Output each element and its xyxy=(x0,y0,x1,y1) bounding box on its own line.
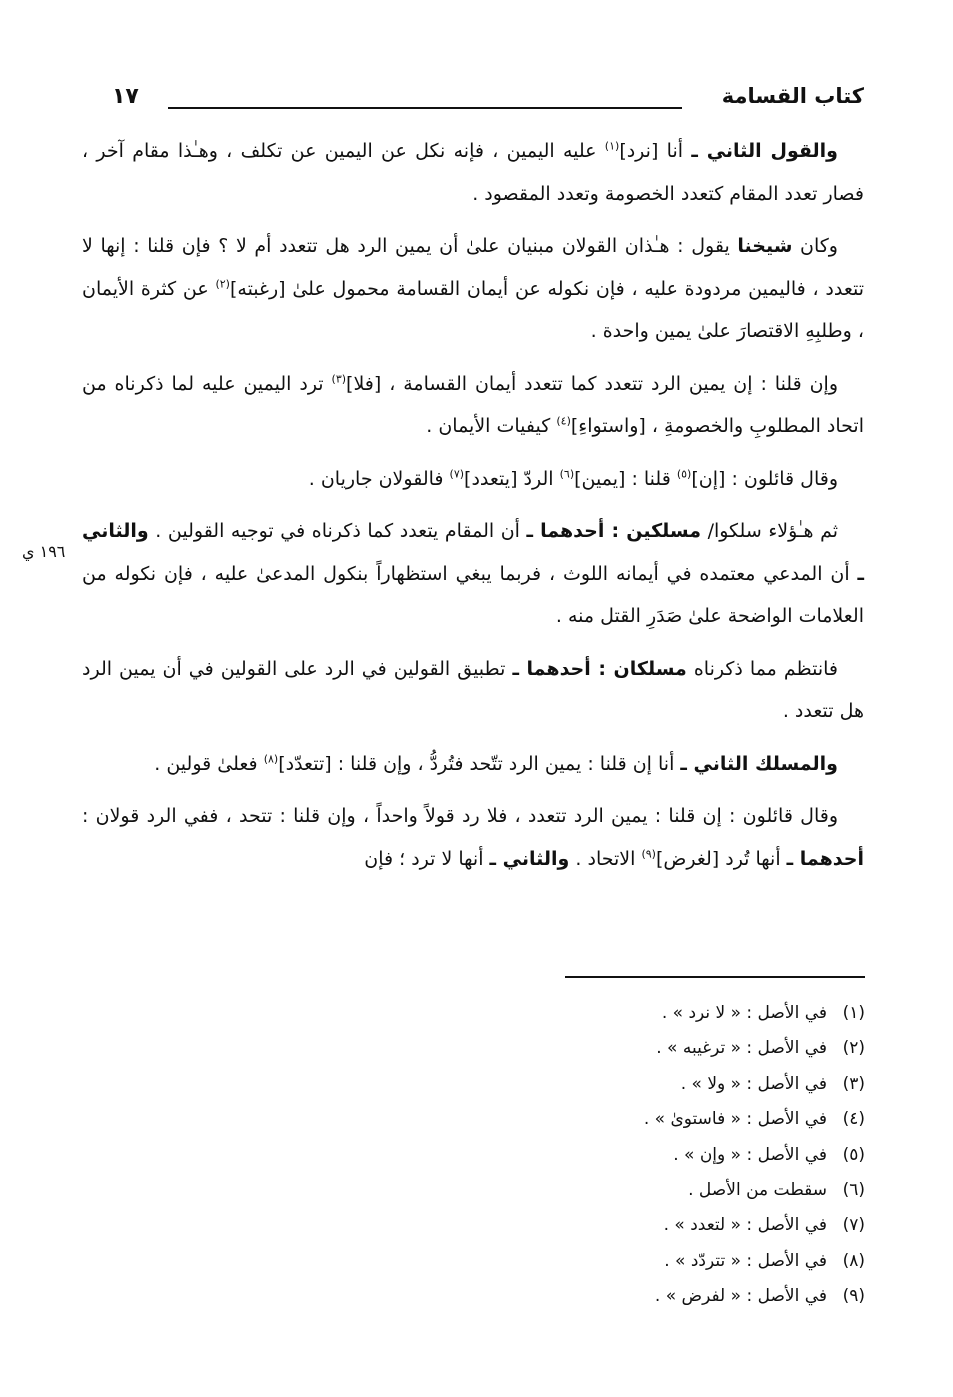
chapter-title: كتاب القسامة xyxy=(721,84,864,108)
bold-term: والثاني ـ xyxy=(489,847,570,870)
footnote xyxy=(445,1208,865,1243)
footnote xyxy=(445,1244,865,1279)
footnote-text: سقطت من الأصل . xyxy=(688,1179,827,1200)
footnote xyxy=(445,1067,865,1102)
paragraph xyxy=(82,795,864,880)
footnote-number: (٩) xyxy=(842,1286,865,1307)
footnote-number: (٤) xyxy=(842,1109,865,1130)
page-number: ١٧ xyxy=(112,84,139,109)
footnote-text: في الأصل : « لفرض » . xyxy=(654,1286,827,1307)
footnote xyxy=(445,1279,865,1314)
text-run: ثم هـٰؤلاء سلكوا/ xyxy=(701,520,839,542)
footnote xyxy=(445,1138,865,1173)
footnote-rule xyxy=(565,976,865,978)
footnote-number: (١) xyxy=(842,1003,865,1023)
footnote-number: (٥) xyxy=(842,1144,865,1165)
text-run: قلنا : [يمين] xyxy=(574,467,677,490)
paragraph xyxy=(82,648,864,733)
bold-term: والقول الثاني ـ xyxy=(691,140,838,162)
text-run: أن المقام يتعدد كما ذكرناه في توجيه القولين . xyxy=(148,520,527,542)
footnote-text: في الأصل : « فاستوىٰ » . xyxy=(643,1109,827,1130)
footnote-ref: (٦) xyxy=(559,467,575,481)
bold-term: والمسلك الثاني ـ xyxy=(680,752,838,775)
text-run: عن كثرة الأيمان ، وطلبِهِ الاقتصارَ علىٰ يمين واحدة . xyxy=(82,277,864,342)
bold-term: شيخنا xyxy=(737,235,793,257)
text-run: فالقولان جاريان . xyxy=(308,467,450,490)
footnote-number: (٣) xyxy=(842,1073,865,1094)
footnote-text: في الأصل : « ولا » . xyxy=(680,1073,827,1094)
text-run: أنا [نرد] xyxy=(619,140,692,162)
text-run: وكان xyxy=(792,235,838,257)
text-run: أن المدعي معتمده في أيمانه اللوث ، فربما يبغي استظهاراً بنكول المدعىٰ عليه ، فإن نكوله من العلامات الواضحة علىٰ صَدَرِ القتل منه . xyxy=(82,562,864,627)
footnote xyxy=(445,996,865,1031)
footnote-ref: (٥) xyxy=(676,467,692,481)
footnote-ref: (١) xyxy=(604,139,620,153)
footnote-ref: (٩) xyxy=(641,847,656,861)
paragraph xyxy=(82,743,864,786)
footnote-text: في الأصل : « لا نرد » . xyxy=(661,1003,827,1023)
text-run: أنها تُرد [لغرض] xyxy=(655,847,787,870)
text-run: تطبيق القولين في الرد على القولين في أن يمين الرد هل تتعدد . xyxy=(82,657,864,722)
bold-term: والثاني ـ xyxy=(82,520,864,585)
header-rule xyxy=(168,107,682,109)
text-run: عليه اليمين ، فإنه نكل عن اليمين عن تكلف ، وهـٰذا مقام آخر ، فصار تعدد المقام كتعدد الخصومة وتعدد المقصود . xyxy=(82,140,864,205)
footnote-number: (٧) xyxy=(842,1215,865,1236)
footnote-ref: (٨) xyxy=(263,752,279,766)
footnote-ref: (٤) xyxy=(556,414,571,428)
paragraph xyxy=(82,510,864,638)
paragraph xyxy=(82,458,864,501)
bold-term: مسلكين : أحدهما ـ xyxy=(526,520,701,542)
paragraph xyxy=(82,225,864,353)
text-run: أنها لا ترد ؛ فإن xyxy=(364,847,490,870)
text-run: وقال قائلون : [إن] xyxy=(691,467,838,490)
footnote-number: (٦) xyxy=(842,1179,865,1200)
footnote-text: في الأصل : « تتردّد » . xyxy=(664,1250,827,1271)
text-run: فانتظم مما ذكرناه xyxy=(686,657,839,680)
text-run: فعلىٰ قولين . xyxy=(154,752,264,775)
footnote-ref: (٧) xyxy=(449,467,465,481)
text-run: يقول : هـٰذان القولان مبنيان علىٰ أن يمين الرد هل تتعدد أم لا ؟ فإن قلنا : إنها لا تتعدد ، فاليمين مردودة عليه ، فإن نكوله عن أيمان القسامة محمول علىٰ [رغبته] xyxy=(82,235,865,300)
bold-term: مسلكان : أحدهما ـ xyxy=(512,657,687,680)
footnote-text: في الأصل : « وإن » . xyxy=(673,1144,827,1165)
paragraph xyxy=(82,130,864,215)
footnotes xyxy=(445,996,865,1315)
footnote xyxy=(445,1102,865,1137)
text-run: الاتحاد . xyxy=(569,847,642,870)
text-run: الردّ [يتعدد] xyxy=(464,467,560,490)
footnote-ref: (٣) xyxy=(331,372,347,386)
paragraph xyxy=(82,363,864,448)
footnote-number: (٨) xyxy=(842,1250,865,1271)
footnote xyxy=(445,1031,865,1066)
bold-term: أحدهما ـ xyxy=(786,847,864,870)
running-header xyxy=(112,84,864,120)
footnote xyxy=(445,1173,865,1208)
text-run: وقال قائلون : إن قلنا : يمين الرد تتعدد ، فلا رد قولاً واحداً ، وإن قلنا : تتحد ، ففي الرد قولان : xyxy=(82,805,838,827)
footnote-ref: (٢) xyxy=(215,277,230,291)
text-run: كيفيات الأيمان . xyxy=(426,415,557,437)
footnote-text: في الأصل : « لتعدد » . xyxy=(663,1215,827,1236)
text-run: أنا إن قلنا : يمين الرد تتّحد فتُردُّ ، وإن قلنا : [تتعدّد] xyxy=(278,752,681,775)
footnote-text: في الأصل : « ترغيبه » . xyxy=(656,1038,827,1059)
text-run: ترد اليمين عليه لما ذكرناه من اتحاد المطلوبِ والخصومةِ ، [واستواءِ] xyxy=(82,372,864,437)
text-run: وإن قلنا : إن يمين الرد تتعدد كما تتعدد أيمان القسامة ، [فلا] xyxy=(346,372,838,395)
footnote-number: (٢) xyxy=(842,1038,865,1059)
main-text xyxy=(82,130,864,890)
margin-folio-note: ١٩٦ ي xyxy=(22,542,66,561)
